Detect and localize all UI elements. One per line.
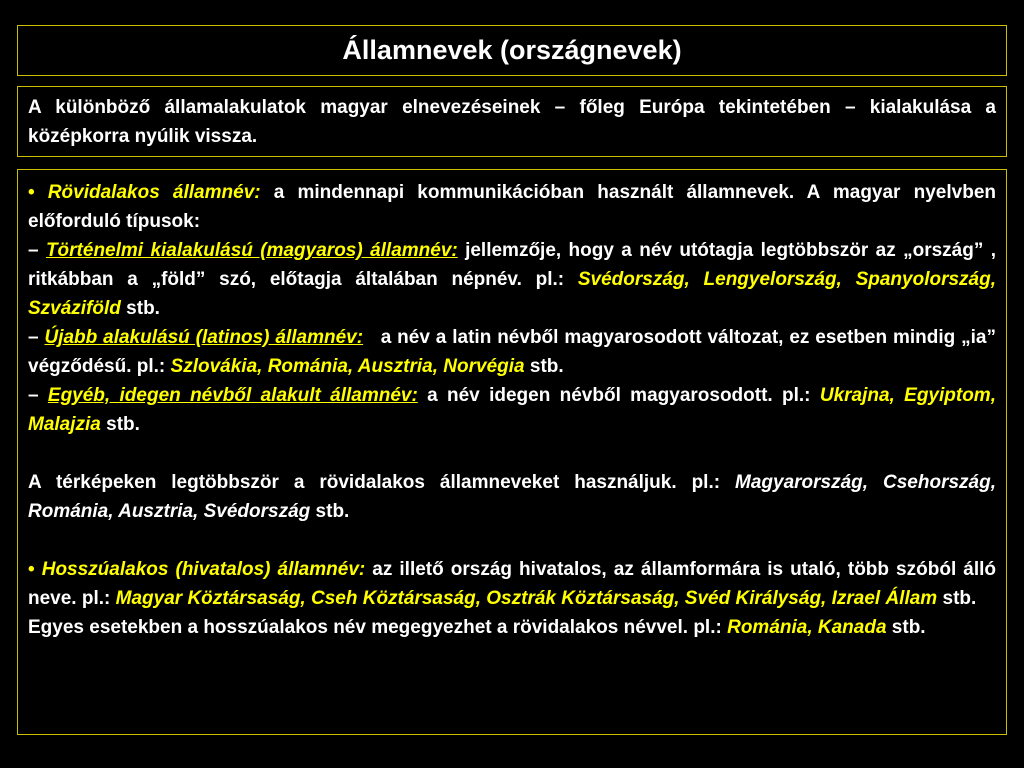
type-other-suffix: stb. [100,414,140,435]
long-form-paragraph [28,555,996,613]
short-form-label: Rövidalakos államnév: [47,182,261,203]
type-other-text: a név idegen névből magyarosodott. pl.: [417,385,820,406]
type-latin [28,323,1002,381]
long-form-suffix: stb. [937,588,977,609]
maps-text: A térképeken legtöbbször a rövidalakos államneveket használjuk. pl.: [28,472,736,493]
page-title: Államnevek (országnevek) [342,35,682,65]
short-form-description: a mindennapi kommunikációban használt államnevek. A magyar nyelvben előforduló típusok: [28,182,996,232]
type-latin-label: Újabb alakulású (latinos) államnév: [44,327,364,348]
type-other-examples: Ukrajna, Egyiptom, Malajzia [28,385,996,435]
intro-box [17,86,1007,157]
coincide-examples: Románia, Kanada [727,617,887,638]
coincide-suffix: stb. [886,617,926,638]
intro-paragraph: A különböző államalakulatok magyar elnevezéseinek – főleg Európa tekintetében – kialakulása a középkorra nyúlik vissza. [28,97,996,147]
type-historical-examples: Svédország, Lengyelország, Spanyolország, Szváziföld [28,269,996,319]
maps-examples: Magyarország, Csehország, Románia, Ausztria, Svédország [28,472,996,522]
maps-suffix: stb. [310,501,350,522]
long-form-text: az illető ország hivatalos, az államformára is utaló, több szóból álló neve. pl.: [28,559,997,609]
coincide-text: Egyes esetekben a hosszúalakos név megegyezhet a rövidalakos névvel. pl.: [28,617,728,638]
long-form-label: Hosszúalakos (hivatalos) államnév: [41,559,366,580]
coincide-paragraph [28,613,996,642]
type-latin-text: a név a latin névből magyarosodott változat, ez esetben mindig „ia” végződésű. pl.: [28,327,1002,377]
type-historical-text: jellemzője, hogy a név utótagja legtöbbször az „ország” , ritkábban a „föld” szó, előtagja általában népnév. pl.: [28,240,996,290]
main-content-box [17,169,1007,735]
maps-paragraph [28,468,996,526]
type-historical [28,236,996,323]
type-latin-suffix: stb. [524,356,564,377]
type-historical-suffix: stb. [120,298,160,319]
spacer [28,439,996,468]
type-latin-examples: Szlovákia, Románia, Ausztria, Norvégia [170,356,525,377]
dash: – [28,385,48,406]
long-form-examples: Magyar Köztársaság, Cseh Köztársaság, Osztrák Köztársaság, Svéd Királyság, Izrael Állam [115,588,938,609]
short-form-paragraph [28,178,996,236]
spacer [28,526,996,555]
type-other [28,381,996,439]
type-historical-label: Történelmi kialakulású (magyaros) államnév: [45,240,458,261]
bullet-icon: • [28,559,35,580]
dash: – [28,240,46,261]
title-box [17,25,1007,76]
type-other-label: Egyéb, idegen névből alakult államnév: [47,385,418,406]
dash: – [28,327,45,348]
bullet-icon: • [28,182,35,203]
